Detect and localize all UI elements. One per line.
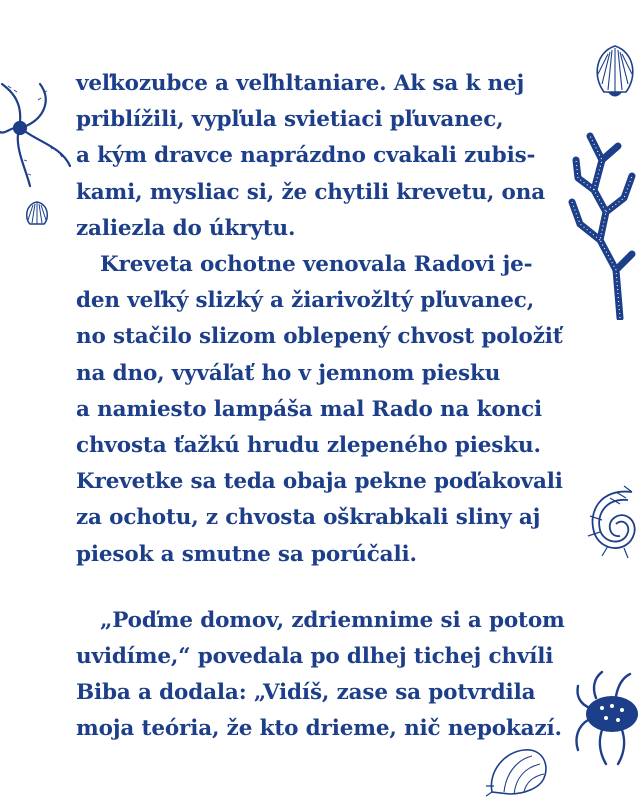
- scallop-shell-icon: [590, 40, 640, 100]
- conch-shell-icon: [484, 742, 554, 798]
- text-line: a namiesto lampáša mal Rado na konci: [76, 396, 543, 422]
- cockle-shell-icon: [22, 198, 52, 228]
- text-line: chvosta ťažkú hrudu zlepeného piesku.: [76, 433, 541, 459]
- text-line: Biba a dodala: „Vidíš, zase sa potvrdila: [76, 680, 536, 706]
- text-line: a kým dravce naprázdno cvakali zubis-: [76, 143, 536, 169]
- text-line: zaliezla do úkrytu.: [76, 215, 296, 241]
- text-line: priblížili, vypľula svietiaci pľuvanec,: [76, 107, 504, 133]
- story-text: [76, 66, 596, 748]
- text-line: den veľký slizký a žiarivožltý pľuvanec,: [76, 288, 535, 314]
- text-line: moja teória, že kto drieme, nič nepokazí.: [76, 716, 562, 742]
- text-line: za ochotu, z chvosta oškrabkali sliny aj: [76, 505, 541, 531]
- brittle-star-icon: [0, 70, 80, 190]
- text-line: Kreveta ochotne venovala Radovi je-: [100, 252, 533, 278]
- text-line: veľkozubce a veľhltaniare. Ak sa k nej: [76, 71, 525, 96]
- text-line: no stačilo slizom oblepený chvost položiť: [76, 324, 563, 350]
- text-line: uvidíme,“ povedala po dlhej tichej chvíli: [76, 644, 554, 670]
- text-line: kami, mysliac si, že chytili krevetu, ona: [76, 179, 546, 205]
- paragraph-3: [76, 603, 596, 748]
- text-line: Krevetke sa teda obaja pekne poďakovali: [76, 469, 563, 495]
- paragraph-spacer: [76, 573, 596, 603]
- text-line: na dno, vyváľať ho v jemnom piesku: [76, 360, 501, 386]
- text-line: piesok a smutne sa porúčali.: [76, 541, 417, 567]
- paragraph-1: [76, 66, 596, 247]
- paragraph-2: [76, 247, 596, 573]
- text-line: „Poďme domov, zdriemnime si a potom: [100, 607, 565, 633]
